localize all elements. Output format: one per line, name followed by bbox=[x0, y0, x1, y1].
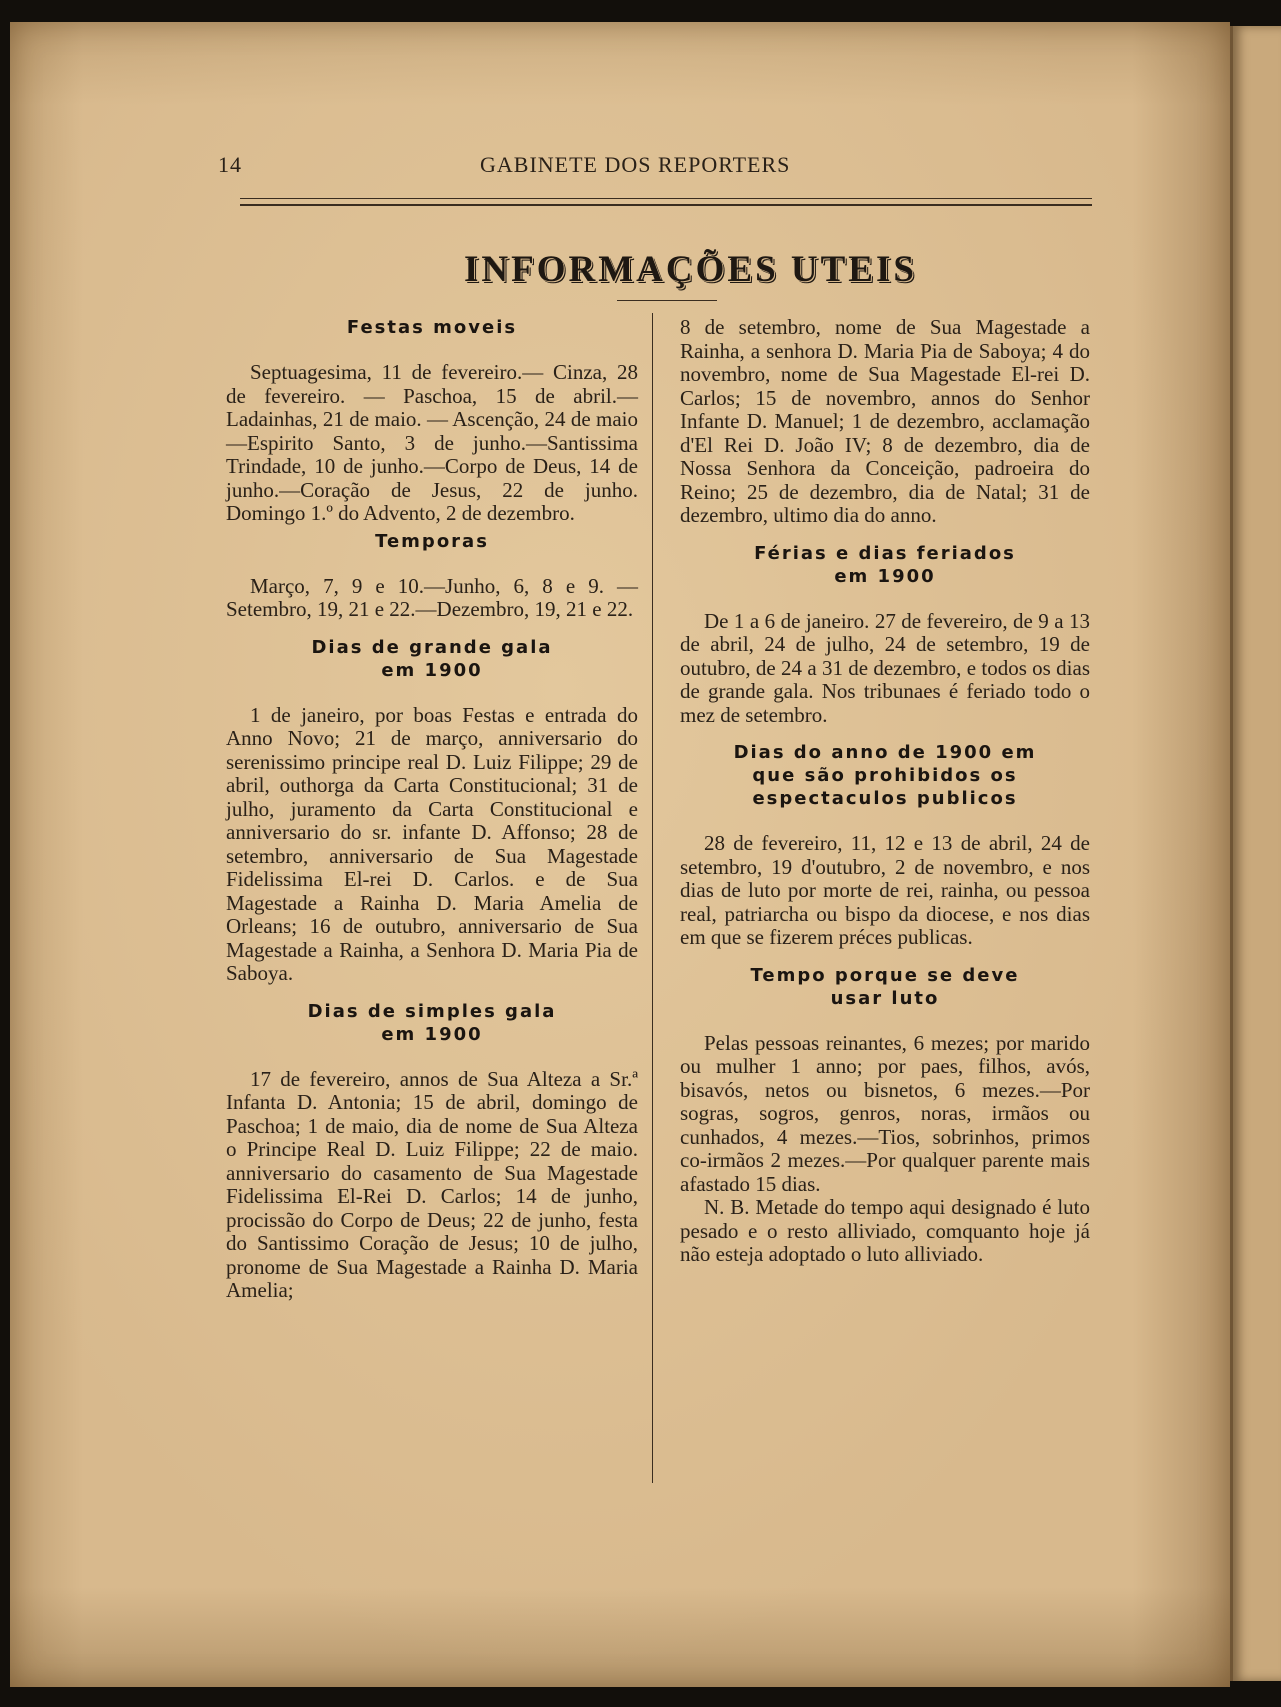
left-column bbox=[226, 316, 638, 1303]
section-heading: Dias de simples gala bbox=[307, 1000, 557, 1022]
right-column bbox=[680, 316, 1090, 1267]
section-text: 28 de fevereiro, 11, 12 e 13 de abril, 24 de setembro, 19 d'outubro, 2 de novembro, e nos dias de luto por morte de rei, rainha, ou pessoa real, patriarcha ou bispo da diocese, e nos dias em que se fizerem préces publicas. bbox=[680, 831, 1090, 949]
section-heading: em 1900 bbox=[381, 659, 483, 681]
page-header bbox=[0, 152, 1281, 182]
section-heading: Festas moveis bbox=[346, 317, 518, 338]
section-heading: Dias de grande gala bbox=[311, 636, 553, 658]
section-heading: em 1900 bbox=[834, 565, 936, 587]
section-text: 17 de fevereiro, annos de Sua Alteza a Sr.ª Infanta D. Antonia; 15 de abril, domingo de Paschoa; 1 de maio, dia de nome de Sua Alteza o Principe Real D. Luiz Filippe; 22 de maio. anniversario do casamento de Sua Magestade Fidelissima El-Rei D. Carlos; 14 de junho, procissão do Corpo de Deus; 22 de junho, festa do Santissimo Coração de Jesus; 10 de julho, pronome de Sua Magestade a Rainha D. Maria Amelia; bbox=[226, 1066, 638, 1302]
page-title: INFORMAÇÕES UTEIS bbox=[464, 249, 917, 290]
section-text: Março, 7, 9 e 10.—Junho, 6, 8 e 9. —Setembro, 19, 21 e 22.—Dezembro, 19, 21 e 22. bbox=[226, 573, 638, 621]
section-text: Septuagesima, 11 de fevereiro.— Cinza, 28 de fevereiro. — Paschoa, 15 de abril.—Ladainhas, 21 de maio. — Ascenção, 24 de maio —Espirito Santo, 3 de junho.—Santissima Trindade, 10 de junho.—Corpo de Deus, 14 de junho.—Coração de Jesus, 22 de junho. Domingo 1.º do Advento, 2 de dezembro. bbox=[226, 360, 638, 525]
header-rule bbox=[240, 198, 1092, 206]
section-note: N. B. Metade do tempo aqui designado é luto pesado e o resto alliviado, comquanto hoje já não esteja adoptado o luto alliviado. bbox=[680, 1195, 1090, 1266]
page-number: 14 bbox=[218, 152, 242, 177]
section-heading: Férias e dias feriados bbox=[754, 542, 1016, 564]
section-heading: Tempo porque se deve bbox=[750, 964, 1020, 986]
section-heading: Temporas bbox=[375, 530, 489, 552]
running-title: GABINETE DOS REPORTERS bbox=[480, 152, 791, 177]
title-rule bbox=[617, 300, 717, 301]
section-heading: Dias do anno de 1900 em bbox=[733, 742, 1037, 763]
section-text: 1 de janeiro, por boas Festas e entrada do Anno Novo; 21 de março, anniversario do serenissimo principe real D. Luiz Filippe; 29 de abril, outhorga da Carta Constitucional; 31 de julho, juramento da Carta Constitucional e anniversario do sr. infante D. Affonso; 28 de setembro, anniversario de Sua Magestade Fidelissima El-rei D. Carlos. e de Sua Magestade a Rainha D. Maria Amelia de Orleans; 16 de outubro, anniversario de Sua Magestade a Rainha, a Senhora D. Maria Pia de Saboya. bbox=[226, 702, 638, 985]
section-text: De 1 a 6 de janeiro. 27 de fevereiro, de 9 a 13 de abril, 24 de julho, 24 de setembro, 19 de outubro, de 24 a 31 de dezembro, e todos os dias de grande gala. Nos tribunaes é feriado todo o mez de setembro. bbox=[680, 608, 1090, 727]
section-heading: usar luto bbox=[830, 987, 940, 1009]
section-text: Pelas pessoas reinantes, 6 mezes; por marido ou mulher 1 anno; por paes, filhos, avós, bisavós, netos ou bisnetos, 6 mezes.—Por sogras, sogros, genros, noras, irmãos ou cunhados, 4 mezes.—Tios, sobrinhos, primos co-irmãos 2 mezes.—Por qualquer parente mais afastado 15 dias. bbox=[680, 1030, 1090, 1196]
section-heading: que são prohibidos os bbox=[752, 765, 1018, 786]
column-divider bbox=[652, 313, 653, 1483]
section-heading: em 1900 bbox=[381, 1023, 483, 1045]
section-heading: espectaculos publicos bbox=[752, 788, 1018, 809]
continuation-text: 8 de setembro, nome de Sua Magestade a Rainha, a senhora D. Maria Pia de Saboya; 4 do novembro, nome de Sua Magestade El-rei D. Carlos; 15 de novembro, annos do Senhor Infante D. Manuel; 1 de dezembro, acclamação d'El Rei D. João IV; 8 de dezembro, dia de Nossa Senhora da Conceição, padroeira do Reino; 25 de dezembro, dia de Natal; 31 de dezembro, ultimo dia do anno. bbox=[680, 315, 1090, 527]
